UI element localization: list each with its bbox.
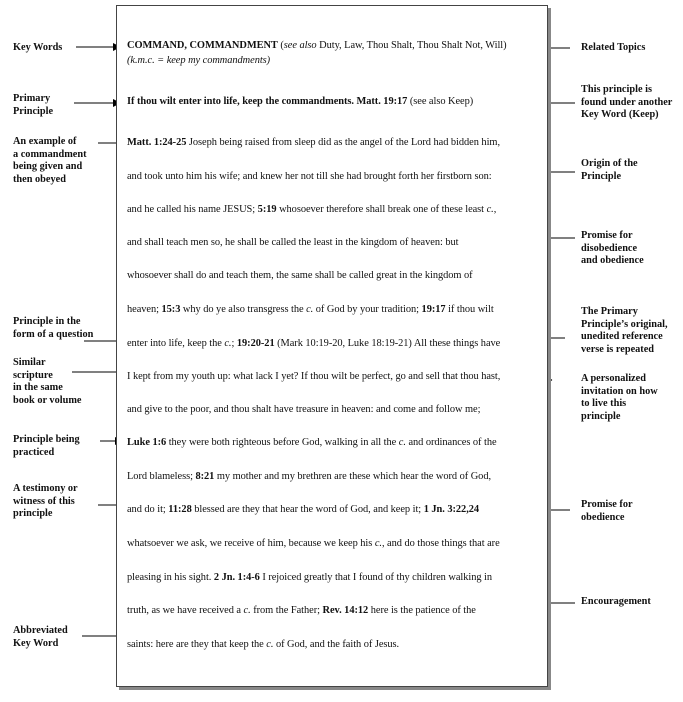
scripture-reference: 19:17 [421, 304, 446, 315]
label-key-words: Key Words [13, 42, 63, 53]
scripture-line [127, 605, 476, 616]
scripture-text: and give to the poor, and thou shalt have treasure in heaven: and come and follow me; [127, 404, 481, 415]
scripture-text: ; [231, 338, 237, 349]
label-promise-obedience: Promise for obedience [581, 499, 633, 523]
scripture-line [127, 270, 473, 281]
label-testimony: A testimony or witness of this principle [13, 483, 78, 519]
scripture-text: of God by your tradition; [313, 304, 422, 315]
scripture-text: (Mark 10:19-20, Luke 18:19-21) All these things have [274, 338, 501, 349]
scripture-text: if thou wilt [445, 304, 494, 315]
scripture-line [127, 572, 492, 583]
scripture-line [127, 538, 500, 549]
scripture-text: I rejoiced greatly that I found of thy children walking in [259, 572, 493, 583]
scripture-text: and took unto him his wife; and knew her not till she had brought forth her firstborn son: [127, 171, 492, 182]
scripture-text: I kept from my youth up: what lack I yet? If thou wilt be perfect, go and sell that thou hast, [127, 371, 501, 382]
scripture-text: c. [266, 639, 274, 650]
label-principle-question: Principle in the form of a question [13, 316, 94, 340]
scripture-text: and do it; [127, 504, 169, 515]
scripture-line [127, 471, 491, 482]
abbreviation-note: (k.m.c. = keep my commandments) [127, 55, 271, 66]
scripture-line [127, 171, 492, 182]
scripture-text: c. [398, 437, 406, 448]
scripture-line [127, 338, 500, 349]
scripture-text: of God, and the faith of Jesus. [273, 639, 400, 650]
scripture-line [127, 304, 494, 315]
scripture-text: , [493, 204, 497, 215]
label-principle-practiced: Principle being practiced [13, 434, 80, 458]
scripture-text: here is the patience of the [368, 605, 476, 616]
scripture-line [127, 204, 496, 215]
label-abbreviated-key-word: Abbreviated Key Word [13, 625, 68, 649]
scripture-text: and ordinances of the [405, 437, 497, 448]
scripture-text: truth, as we have received a [127, 605, 244, 616]
scripture-reference: 15:3 [161, 304, 181, 315]
scripture-text: whosoever shall do and teach them, the same shall be called great in the kingdom of [127, 270, 473, 281]
scripture-reference: Luke 1:6 [127, 437, 167, 448]
scripture-line [127, 639, 399, 650]
scripture-line [127, 237, 458, 248]
key-word-title: COMMAND, COMMANDMENT [127, 40, 278, 51]
scripture-text: whosoever therefore shall break one of these least [276, 204, 487, 215]
scripture-text: they were both righteous before God, walking in all the [166, 437, 399, 448]
entry-header: COMMAND, COMMANDMENT (see also Duty, Law, Thou Shalt, Thou Shalt Not, Will) [127, 40, 507, 51]
scripture-reference: 11:28 [168, 504, 192, 515]
scripture-text: c. [243, 605, 251, 616]
label-example-commandment: An example of a commandment being given and then obeyed [13, 136, 87, 185]
scripture-text: and he called his name JESUS; [127, 204, 258, 215]
scripture-text: Joseph being raised from sleep did as the angel of the Lord had bidden him, [186, 137, 500, 148]
scripture-reference: Rev. 14:12 [322, 605, 369, 616]
scripture-text: why do ye also transgress the [180, 304, 307, 315]
scripture-text: my mother and my brethren are these which hear the word of God, [214, 471, 492, 482]
label-related-topics: Related Topics [581, 42, 646, 53]
primary-principle-text: If thou wilt enter into life, keep the commandments. Matt. 19:17 [127, 96, 408, 107]
scripture-text: from the Father; [250, 605, 323, 616]
label-promise-disobedience: Promise for disobedience and obedience [581, 230, 644, 266]
scripture-line [127, 437, 497, 448]
label-origin: Origin of the Principle [581, 158, 638, 182]
scripture-reference: 2 Jn. 1:4-6 [213, 572, 260, 583]
scripture-text: heaven; [127, 304, 162, 315]
scripture-line [127, 504, 479, 515]
scripture-text: saints: here are they that keep the [127, 639, 267, 650]
scripture-text: blessed are they that hear the word of God, and keep it; [191, 504, 424, 515]
scripture-reference: Matt. 1:24-25 [127, 137, 187, 148]
scripture-reference: 5:19 [257, 204, 277, 215]
related-topics-list: Duty, Law, Thou Shalt, Thou Shalt Not, Will) [319, 40, 507, 51]
scripture-text: c. [374, 538, 382, 549]
label-similar-scripture: Similar scripture in the same book or volume [13, 357, 82, 406]
scripture-text: whatsoever we ask, we receive of him, because we keep his [127, 538, 375, 549]
label-primary-repeated: The Primary Principle’s original, unedited reference verse is repeated [581, 306, 668, 355]
scripture-text: c. [306, 304, 314, 315]
scripture-reference: 19:20-21 [236, 338, 275, 349]
label-found-under-keep: This principle is found under another Key Word (Keep) [581, 84, 673, 120]
primary-see-also: (see also Keep) [409, 96, 474, 107]
scripture-line [127, 137, 500, 148]
label-encouragement: Encouragement [581, 596, 651, 607]
scripture-text: , and do those things that are [381, 538, 500, 549]
label-primary-principle: Primary Principle [13, 93, 54, 117]
primary-principle-line [127, 96, 473, 107]
scripture-reference: 1 Jn. 3:22,24 [423, 504, 480, 515]
scripture-text: c. [224, 338, 232, 349]
scripture-text: Lord blameless; [127, 471, 196, 482]
scripture-reference: 8:21 [195, 471, 215, 482]
scripture-text: pleasing in his sight. [127, 572, 214, 583]
scripture-text: c. [486, 204, 494, 215]
scripture-text: enter into life, keep the [127, 338, 225, 349]
scripture-text: and shall teach men so, he shall be called the least in the kingdom of heaven: but [127, 237, 459, 248]
scripture-line [127, 371, 500, 382]
see-also-label: see also [283, 40, 317, 51]
scripture-line [127, 404, 480, 415]
label-personalized-invitation: A personalized invitation on how to live this principle [581, 373, 658, 422]
